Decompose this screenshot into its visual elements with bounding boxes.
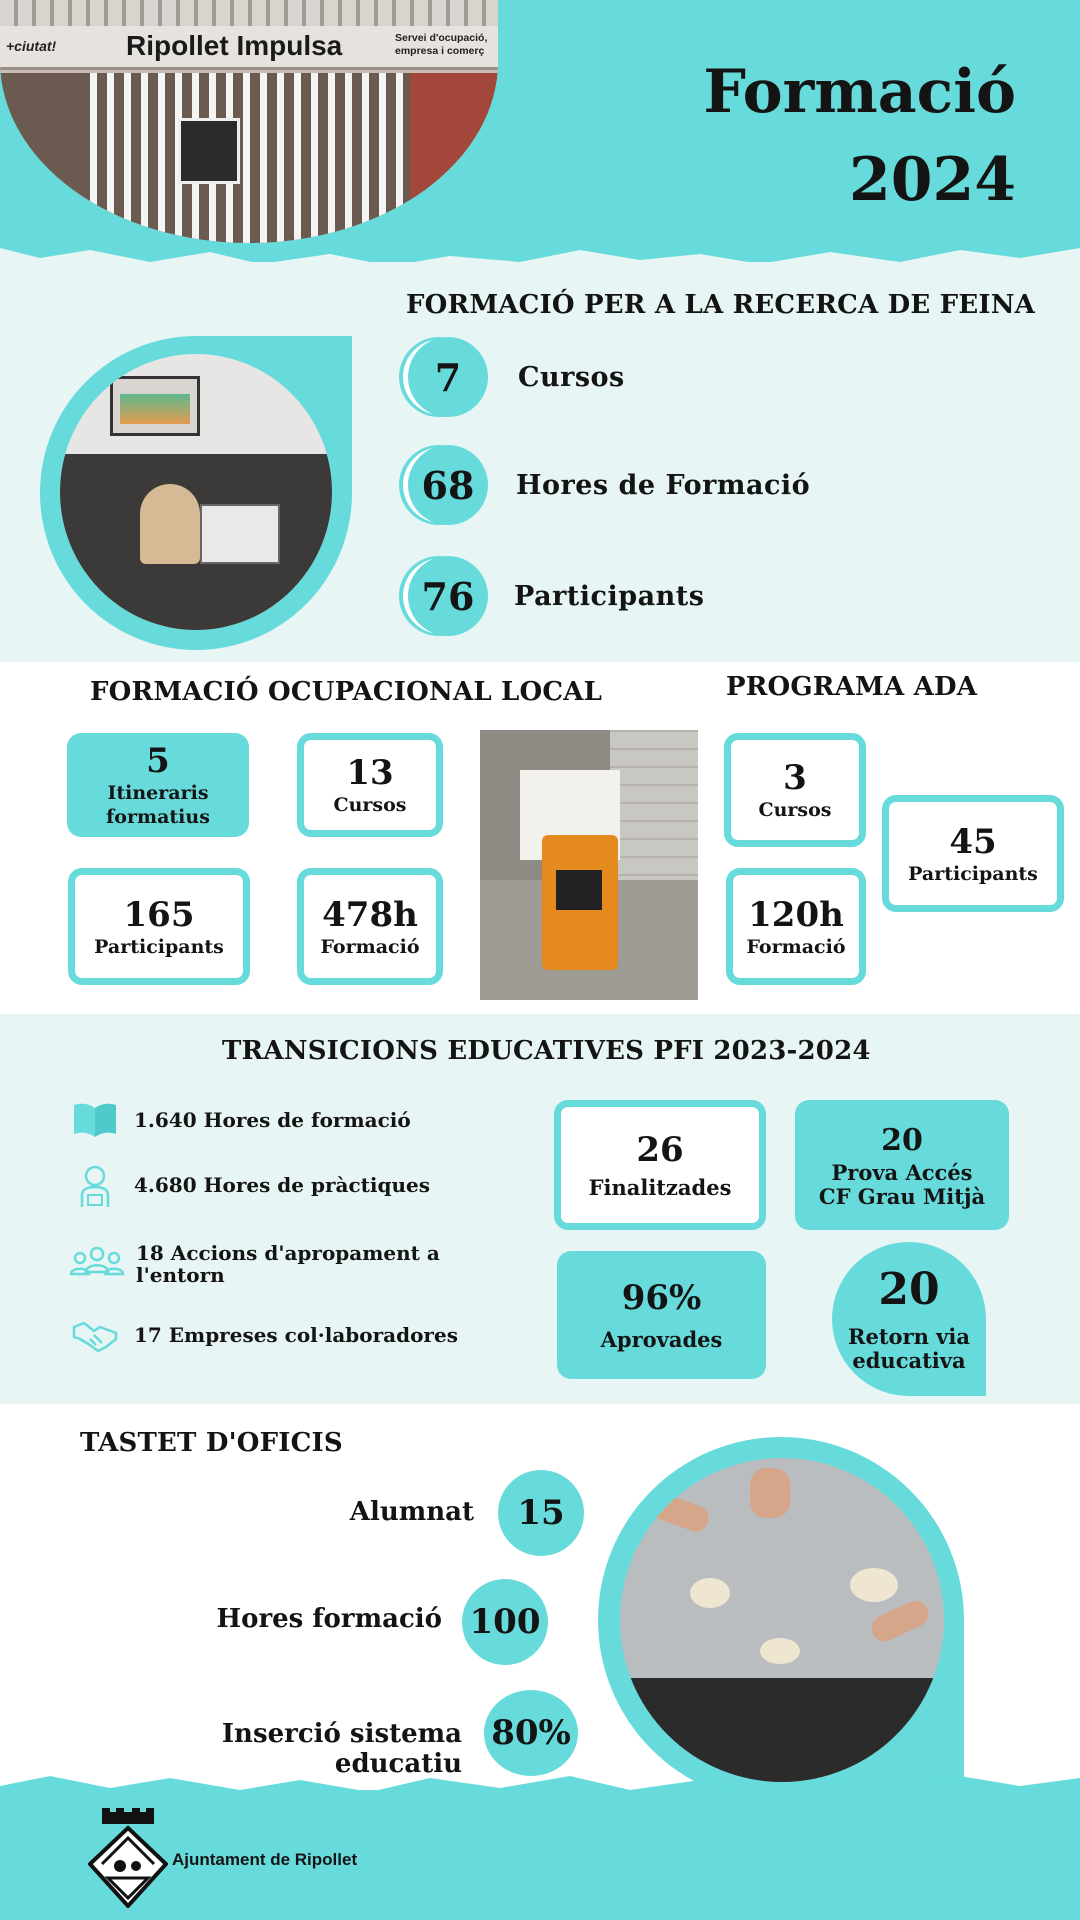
photo-poster xyxy=(178,118,240,184)
ocupacional-box-participants xyxy=(68,868,250,985)
classroom-photo xyxy=(60,354,332,630)
ocupacional-title: FORMACIÓ OCUPACIONAL LOCAL xyxy=(90,677,603,707)
recerca-stat-hores-label: Hores de Formació xyxy=(516,469,811,501)
box-label: Aprovades xyxy=(600,1327,723,1352)
photo-hand-top xyxy=(750,1468,790,1518)
worker-icon xyxy=(70,1163,120,1207)
photo-sign-left: +ciutat! xyxy=(6,38,57,54)
box-value: 20 xyxy=(881,1123,923,1158)
page-title-line1: Formació xyxy=(703,57,1016,127)
photo-hand-right xyxy=(867,1597,932,1646)
box-value: 45 xyxy=(949,821,997,862)
box-label: Participants xyxy=(94,935,224,958)
box-value: 13 xyxy=(346,753,394,793)
tastet-label-hores: Hores formació xyxy=(216,1604,442,1634)
group-icon xyxy=(68,1242,126,1286)
photo-brick-wall xyxy=(410,73,498,243)
recerca-stat-participants xyxy=(408,556,704,636)
ada-title: PROGRAMA ADA xyxy=(726,672,978,702)
page-title-line2: 2024 xyxy=(849,145,1016,215)
tastet-label-alumnat: Alumnat xyxy=(349,1497,474,1527)
handshake-icon xyxy=(70,1313,120,1357)
pfi-item-text: 17 Empreses col·laboradores xyxy=(134,1323,458,1347)
box-label: Finalitzades xyxy=(588,1175,732,1200)
recerca-stat-cursos-label: Cursos xyxy=(518,361,625,393)
photo-forklift-seat xyxy=(556,870,602,910)
tastet-title: TASTET D'OFICIS xyxy=(80,1428,343,1458)
box-label: Participants xyxy=(908,862,1038,885)
photo-dough-center xyxy=(760,1638,800,1664)
tastet-label-insercio: Inserció sistema educatiu xyxy=(221,1719,462,1779)
header-photo xyxy=(0,0,498,243)
box-label: Cursos xyxy=(758,799,832,821)
photo-dough-right xyxy=(850,1568,898,1602)
pfi-title: TRANSICIONS EDUCATIVES PFI 2023-2024 xyxy=(222,1036,871,1066)
recerca-stat-participants-label: Participants xyxy=(514,580,705,612)
box-value: 26 xyxy=(636,1130,684,1170)
pfi-item-hores-formacio xyxy=(70,1098,470,1142)
torn-edge-divider xyxy=(0,236,1080,276)
coat-of-arms-logo xyxy=(88,1808,168,1908)
box-label: Retorn via educativa xyxy=(848,1324,970,1373)
box-value: 96% xyxy=(621,1278,702,1318)
photo-gate xyxy=(90,73,410,243)
box-value: 5 xyxy=(146,741,170,781)
photo-monitor xyxy=(200,504,280,564)
tastet-value-insercio: 80% xyxy=(484,1690,578,1776)
photo-projection xyxy=(120,394,190,424)
box-value: 3 xyxy=(783,758,807,798)
pfi-item-hores-practiques xyxy=(70,1163,470,1207)
ocupacional-box-itineraris xyxy=(67,733,249,837)
ada-box-cursos xyxy=(724,733,866,847)
box-value: 120h xyxy=(748,894,844,935)
box-value: 478h xyxy=(322,894,418,935)
recerca-stat-hores xyxy=(408,445,810,525)
pfi-box-retorn xyxy=(832,1242,986,1396)
pfi-item-text: 18 Accions d'apropament a l'entorn xyxy=(136,1241,440,1287)
pfi-item-empreses xyxy=(70,1313,470,1357)
tastet-value-hores: 100 xyxy=(462,1579,548,1665)
recerca-stat-cursos xyxy=(408,337,625,417)
pfi-box-aprovades xyxy=(557,1251,766,1379)
photo-person xyxy=(140,484,200,564)
pfi-item-text: 1.640 Hores de formació xyxy=(134,1108,411,1132)
recerca-feina-title: FORMACIÓ PER A LA RECERCA DE FEINA xyxy=(406,290,1036,320)
box-value: 165 xyxy=(123,894,195,935)
book-icon xyxy=(70,1098,120,1142)
box-label: Formació xyxy=(320,935,420,958)
ocupacional-box-formacio xyxy=(297,868,443,985)
pfi-item-text: 4.680 Hores de pràctiques xyxy=(134,1173,430,1197)
photo-sign-main: Ripollet Impulsa xyxy=(126,30,343,61)
ada-box-formacio xyxy=(726,868,866,985)
pfi-box-prova-acces xyxy=(795,1100,1009,1230)
kitchen-photo xyxy=(620,1458,944,1782)
recerca-stat-cursos-value: 7 xyxy=(408,337,488,417)
box-label: Itineraris formatius xyxy=(106,782,210,828)
ocupacional-box-cursos xyxy=(297,733,443,837)
page-title xyxy=(656,48,1016,224)
box-value: 20 xyxy=(878,1264,940,1315)
photo-window-strip xyxy=(0,0,498,26)
pfi-item-accions xyxy=(68,1242,468,1286)
box-label: Cursos xyxy=(333,794,407,816)
tastet-value-alumnat: 15 xyxy=(498,1470,584,1556)
box-label: Formació xyxy=(746,935,846,958)
recerca-stat-hores-value: 68 xyxy=(408,445,488,525)
box-label: Prova Accés CF Grau Mitjà xyxy=(818,1160,986,1209)
forklift-photo xyxy=(480,730,698,1000)
footer-org-name: Ajuntament de Ripollet xyxy=(172,1850,358,1869)
photo-dough-left xyxy=(690,1578,730,1608)
photo-dark-floor xyxy=(620,1678,944,1782)
photo-sign-sub: Servei d'ocupació, empresa i comerç xyxy=(395,32,488,57)
recerca-stat-participants-value: 76 xyxy=(408,556,488,636)
ada-box-participants xyxy=(882,795,1064,912)
pfi-box-finalitzades xyxy=(554,1100,766,1230)
